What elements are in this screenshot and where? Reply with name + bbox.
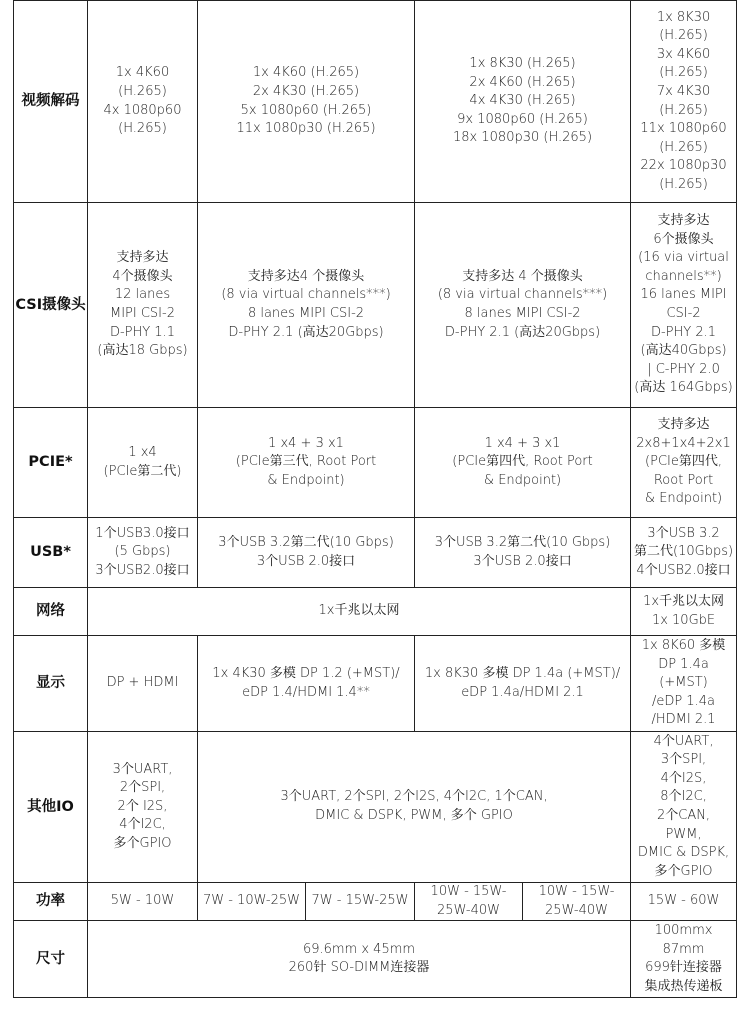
video-decode-c1: 1x 4K60 (H.265) 4x 1080p60 (H.265) xyxy=(88,1,198,203)
power-c2b: 7W - 15W-25W xyxy=(306,883,415,921)
network-c4: 1x千兆以太网 1x 10GbE xyxy=(631,588,737,636)
other-io-c4: 4个UART, 3个SPI, 4个I2S, 8个I2C, 2个CAN, PWM, DMIC & DSPK, 多个GPIO xyxy=(631,732,737,883)
row-csi-camera xyxy=(14,203,737,408)
display-c3: 1x 8K30 多模 DP 1.4a (+MST)/ eDP 1.4a/HDMI 2.1 xyxy=(415,636,631,732)
pcie-c3: 1 x4 + 3 x1 (PCIe第四代, Root Port & Endpoint) xyxy=(415,408,631,518)
csi-camera-c2: 支持多达4 个摄像头 (8 via virtual channels***) 8 lanes MIPI CSI-2 D-PHY 2.1 (高达20Gbps) xyxy=(198,203,415,408)
usb-c4: 3个USB 3.2 第二代(10Gbps) 4个USB2.0接口 xyxy=(631,518,737,588)
row-header-video-decode: 视频解码 xyxy=(14,1,88,203)
video-decode-c2: 1x 4K60 (H.265) 2x 4K30 (H.265) 5x 1080p60 (H.265) 11x 1080p30 (H.265) xyxy=(198,1,415,203)
csi-camera-c1: 支持多达 4个摄像头 12 lanes MIPI CSI-2 D-PHY 1.1 (高达18 Gbps) xyxy=(88,203,198,408)
row-header-network: 网络 xyxy=(14,588,88,636)
power-c2a: 7W - 10W-25W xyxy=(198,883,306,921)
row-header-power: 功率 xyxy=(14,883,88,921)
display-c1: DP + HDMI xyxy=(88,636,198,732)
video-decode-c3: 1x 8K30 (H.265) 2x 4K60 (H.265) 4x 4K30 (H.265) 9x 1080p60 (H.265) 18x 1080p30 (H.265) xyxy=(415,1,631,203)
row-header-csi-camera: CSI摄像头 xyxy=(14,203,88,408)
display-c2: 1x 4K30 多模 DP 1.2 (+MST)/ eDP 1.4/HDMI 1.4** xyxy=(198,636,415,732)
row-video-decode xyxy=(14,1,737,203)
spec-table xyxy=(13,0,737,998)
csi-camera-c4: 支持多达 6个摄像头 (16 via virtual channels**) 16 lanes MIPI CSI-2 D-PHY 2.1 (高达40Gbps) | C-PHY 2.0 (高达 164Gbps) xyxy=(631,203,737,408)
pcie-c1: 1 x4 (PCIe第二代) xyxy=(88,408,198,518)
row-header-usb: USB* xyxy=(14,518,88,588)
row-usb xyxy=(14,518,737,588)
usb-c1: 1个USB3.0接口 (5 Gbps) 3个USB2.0接口 xyxy=(88,518,198,588)
usb-c3: 3个USB 3.2第二代(10 Gbps) 3个USB 2.0接口 xyxy=(415,518,631,588)
power-c1: 5W - 10W xyxy=(88,883,198,921)
pcie-c2: 1 x4 + 3 x1 (PCIe第三代, Root Port & Endpoint) xyxy=(198,408,415,518)
csi-camera-c3: 支持多达 4 个摄像头 (8 via virtual channels***) 8 lanes MIPI CSI-2 D-PHY 2.1 (高达20Gbps) xyxy=(415,203,631,408)
row-header-display: 显示 xyxy=(14,636,88,732)
row-header-other-io: 其他IO xyxy=(14,732,88,883)
row-size xyxy=(14,921,737,998)
row-pcie xyxy=(14,408,737,518)
row-other-io xyxy=(14,732,737,883)
pcie-c4: 支持多达 2x8+1x4+2x1 (PCIe第四代, Root Port & Endpoint) xyxy=(631,408,737,518)
row-network xyxy=(14,588,737,636)
row-header-pcie: PCIE* xyxy=(14,408,88,518)
display-c4: 1x 8K60 多模 DP 1.4a (+MST) /eDP 1.4a /HDMI 2.1 xyxy=(631,636,737,732)
row-header-size: 尺寸 xyxy=(14,921,88,998)
row-power xyxy=(14,883,737,921)
other-io-c1: 3个UART, 2个SPI, 2个 I2S, 4个I2C, 多个GPIO xyxy=(88,732,198,883)
power-c4: 15W - 60W xyxy=(631,883,737,921)
size-c1: 69.6mm x 45mm 260针 SO-DIMM连接器 xyxy=(88,921,631,998)
video-decode-c4: 1x 8K30 (H.265) 3x 4K60 (H.265) 7x 4K30 (H.265) 11x 1080p60 (H.265) 22x 1080p30 (H.265) xyxy=(631,1,737,203)
other-io-c2: 3个UART, 2个SPI, 2个I2S, 4个I2C, 1个CAN, DMIC & DSPK, PWM, 多个 GPIO xyxy=(198,732,631,883)
size-c4: 100mmx 87mm 699针连接器 集成热传递板 xyxy=(631,921,737,998)
row-display xyxy=(14,636,737,732)
usb-c2: 3个USB 3.2第二代(10 Gbps) 3个USB 2.0接口 xyxy=(198,518,415,588)
power-c3a: 10W - 15W- 25W-40W xyxy=(415,883,523,921)
power-c3b: 10W - 15W- 25W-40W xyxy=(523,883,631,921)
network-c1: 1x千兆以太网 xyxy=(88,588,631,636)
